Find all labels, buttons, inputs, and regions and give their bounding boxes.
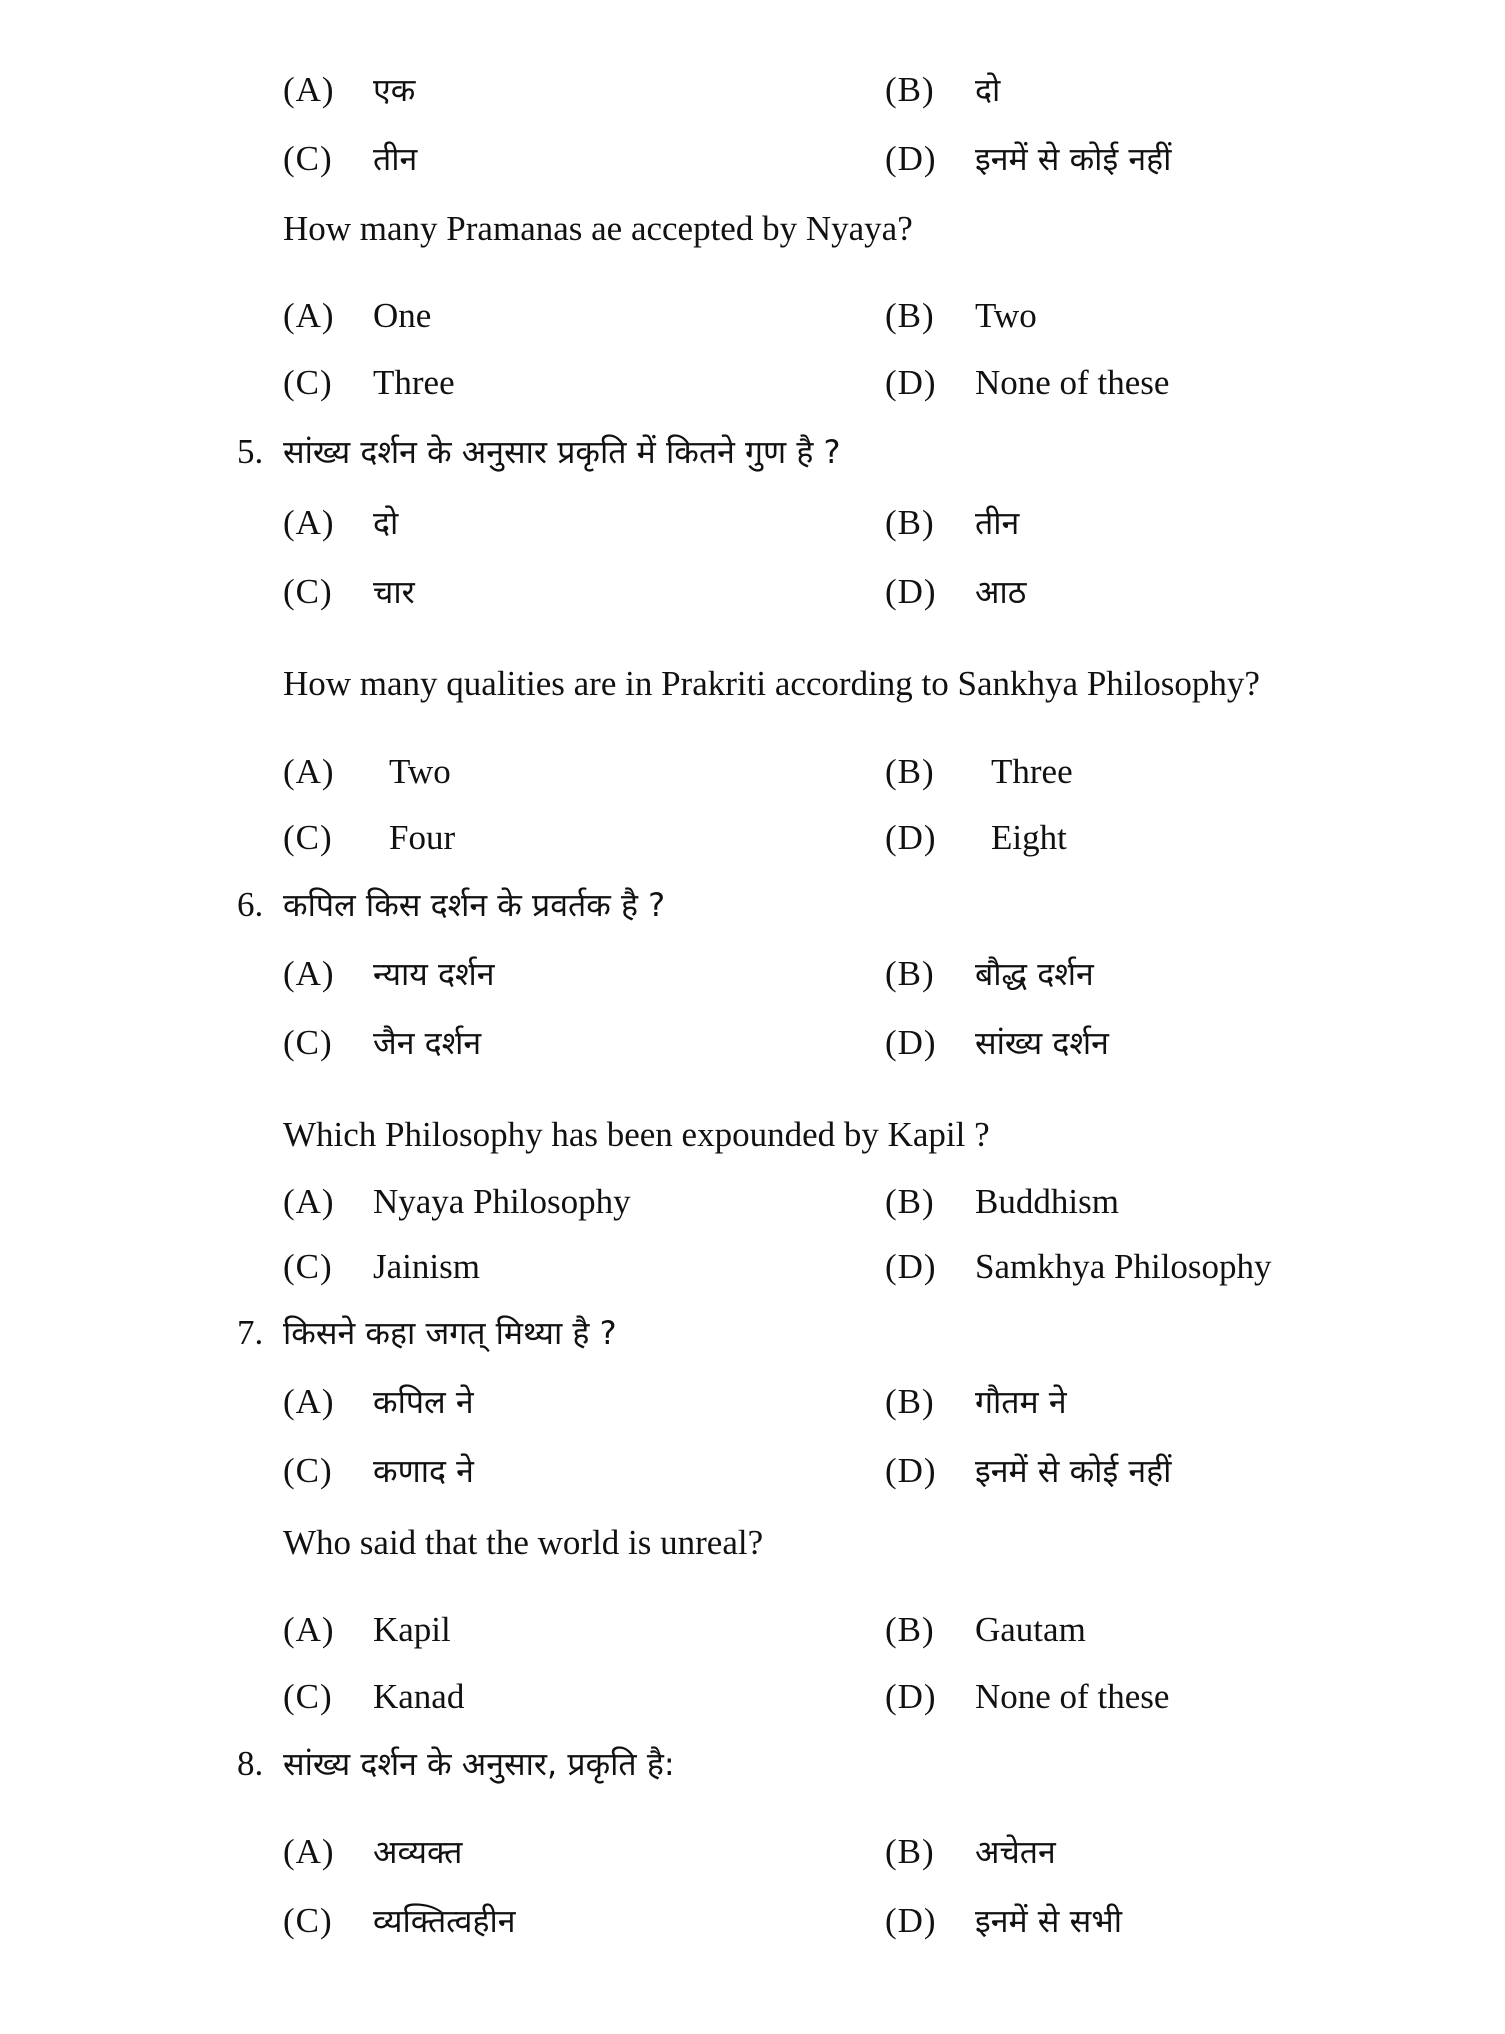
option-text: None of these	[975, 1677, 1170, 1716]
options-row	[0, 1602, 1505, 1658]
option-label: (C)	[283, 818, 333, 857]
option-text: Two	[389, 752, 451, 791]
option-label: (D)	[885, 1451, 937, 1490]
option-label: (A)	[283, 70, 335, 109]
question-line	[0, 1305, 1505, 1361]
question-text: How many qualities are in Prakriti according to Sankhya Philosophy?	[283, 664, 1260, 703]
option-label: (C)	[283, 1023, 333, 1062]
option-text: Two	[975, 296, 1037, 335]
option-text: सांख्य दर्शन	[975, 1024, 1109, 1062]
question-number: 5.	[237, 432, 264, 471]
option-text: Nyaya Philosophy	[373, 1182, 631, 1221]
options-row	[0, 1374, 1505, 1430]
option-text: दो	[975, 71, 1001, 109]
option-label: (A)	[283, 1182, 335, 1221]
options-row	[0, 1174, 1505, 1230]
option-label: (A)	[283, 296, 335, 335]
option-text: Three	[373, 363, 455, 402]
option-text: इनमें से कोई नहीं	[975, 1452, 1172, 1490]
question-text: सांख्य दर्शन के अनुसार प्रकृति में कितने गुण है ?	[283, 433, 841, 471]
option-text: Samkhya Philosophy	[975, 1247, 1272, 1286]
question-text: सांख्य दर्शन के अनुसार, प्रकृति है:	[283, 1745, 675, 1783]
option-label: (A)	[283, 752, 335, 791]
option-label: (C)	[283, 1247, 333, 1286]
option-text: अचेतन	[975, 1833, 1056, 1871]
option-text: तीन	[373, 140, 418, 178]
question-line	[0, 424, 1505, 480]
option-text: एक	[373, 71, 416, 109]
option-label: (D)	[885, 363, 937, 402]
option-label: (A)	[283, 503, 335, 542]
options-row	[0, 62, 1505, 118]
option-text: Kapil	[373, 1610, 451, 1649]
option-label: (C)	[283, 1677, 333, 1716]
option-label: (B)	[885, 503, 935, 542]
option-label: (D)	[885, 572, 937, 611]
option-text: गौतम ने	[975, 1383, 1067, 1421]
option-text: Kanad	[373, 1677, 465, 1716]
options-row	[0, 1824, 1505, 1880]
option-text: व्यक्तित्वहीन	[373, 1902, 516, 1940]
question-text: कपिल किस दर्शन के प्रवर्तक है ?	[283, 886, 666, 924]
option-text: Buddhism	[975, 1182, 1119, 1221]
option-label: (C)	[283, 572, 333, 611]
options-row	[0, 355, 1505, 411]
options-row	[0, 744, 1505, 800]
option-label: (A)	[283, 1610, 335, 1649]
option-text: जैन दर्शन	[373, 1024, 482, 1062]
option-label: (D)	[885, 1247, 937, 1286]
option-label: (B)	[885, 752, 935, 791]
option-label: (D)	[885, 1677, 937, 1716]
option-text: Jainism	[373, 1247, 480, 1286]
question-number: 8.	[237, 1744, 264, 1783]
option-label: (A)	[283, 1832, 335, 1871]
options-row	[0, 131, 1505, 187]
option-text: Three	[991, 752, 1073, 791]
options-row	[0, 495, 1505, 551]
option-text: कणाद ने	[373, 1452, 474, 1490]
option-label: (D)	[885, 1023, 937, 1062]
option-text: आठ	[975, 573, 1027, 611]
option-label: (B)	[885, 1832, 935, 1871]
option-text: इनमें से कोई नहीं	[975, 140, 1172, 178]
options-row	[0, 810, 1505, 866]
question-line	[0, 1736, 1505, 1792]
option-label: (D)	[885, 818, 937, 857]
option-text: तीन	[975, 504, 1020, 542]
option-label: (C)	[283, 363, 333, 402]
option-text: न्याय दर्शन	[373, 955, 495, 993]
options-row	[0, 564, 1505, 620]
question-line	[0, 1107, 1505, 1163]
option-label: (D)	[885, 139, 937, 178]
options-row	[0, 946, 1505, 1002]
question-line	[0, 656, 1505, 712]
option-label: (B)	[885, 296, 935, 335]
option-text: Eight	[991, 818, 1067, 857]
options-row	[0, 1893, 1505, 1949]
option-text: One	[373, 296, 432, 335]
question-number: 7.	[237, 1313, 264, 1352]
option-label: (A)	[283, 954, 335, 993]
options-row	[0, 1669, 1505, 1725]
question-text: How many Pramanas ae accepted by Nyaya?	[283, 209, 913, 248]
option-text: Gautam	[975, 1610, 1086, 1649]
options-row	[0, 1015, 1505, 1071]
option-text: चार	[373, 573, 415, 611]
option-label: (C)	[283, 139, 333, 178]
question-text: Which Philosophy has been expounded by Kapil ?	[283, 1115, 990, 1154]
option-label: (D)	[885, 1901, 937, 1940]
question-text: Who said that the world is unreal?	[283, 1523, 764, 1562]
question-line	[0, 877, 1505, 933]
option-text: इनमें से सभी	[975, 1902, 1123, 1940]
option-text: बौद्ध दर्शन	[975, 955, 1094, 993]
option-text: अव्यक्त	[373, 1833, 463, 1871]
options-row	[0, 1443, 1505, 1499]
option-text: None of these	[975, 363, 1170, 402]
option-text: Four	[389, 818, 456, 857]
option-label: (B)	[885, 954, 935, 993]
options-row	[0, 288, 1505, 344]
options-row	[0, 1239, 1505, 1295]
question-text: किसने कहा जगत् मिथ्या है ?	[283, 1314, 617, 1352]
option-label: (B)	[885, 1610, 935, 1649]
question-line	[0, 1515, 1505, 1571]
option-label: (B)	[885, 70, 935, 109]
option-label: (C)	[283, 1451, 333, 1490]
option-text: दो	[373, 504, 399, 542]
option-text: कपिल ने	[373, 1383, 474, 1421]
option-label: (A)	[283, 1382, 335, 1421]
option-label: (B)	[885, 1182, 935, 1221]
option-label: (B)	[885, 1382, 935, 1421]
question-number: 6.	[237, 885, 264, 924]
question-line	[0, 201, 1505, 257]
option-label: (C)	[283, 1901, 333, 1940]
